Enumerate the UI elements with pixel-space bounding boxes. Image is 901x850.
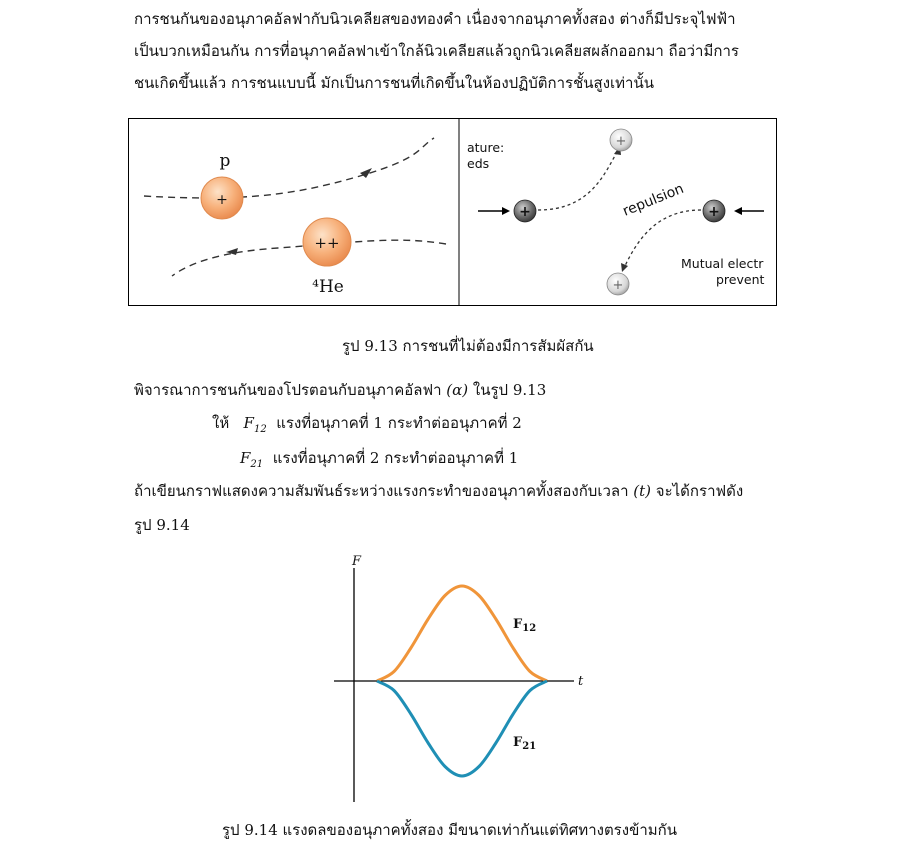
right-text-top-1: ature: (467, 140, 505, 155)
figure-9-13 (128, 118, 777, 306)
intro-line-3: ชนเกิดขึ้นแล้ว การชนแบบนี้ มักเป็นการชนที่เกิดขึ้นในห้องปฏิบัติการชั้นสูงเท่านั้น (134, 74, 654, 92)
right-text-bottom-1: Mutual electr (681, 256, 764, 271)
y-axis-label: F (352, 554, 362, 569)
deflect-down-arrowhead (621, 263, 628, 272)
graph-intro-text: ถ้าเขียนกราฟแสดงความสัมพันธ์ระหว่างแรงกระทำของอนุภาคทั้งสองกับเวลา (134, 482, 629, 500)
figure-ref-line: รูป 9.14 (134, 516, 190, 534)
particle-top-charge: + (615, 134, 627, 149)
series-label-f21: $F_{21}$ (513, 735, 537, 752)
figure-9-13-caption: รูป 9.13 การชนที่ไม่ต้องมีการสัมผัสกัน (342, 337, 594, 355)
in-figure-ref: ในรูป 9.13 (472, 381, 547, 399)
f21-sub: 21 (250, 459, 264, 470)
f21-line (240, 449, 518, 474)
f21-description: แรงที่อนุภาคที่ 2 กระทำต่ออนุภาคที่ 1 (272, 449, 519, 467)
f12-description: แรงที่อนุภาคที่ 1 กระทำต่ออนุภาคที่ 2 (276, 414, 522, 432)
consider-line (134, 381, 546, 399)
particle-bottom-charge: + (612, 278, 624, 293)
graph-intro-tail: จะได้กราฟดัง (655, 482, 744, 500)
proton-label: p (219, 151, 231, 171)
series-line-f21 (377, 681, 547, 776)
right-text-top-2: eds (467, 156, 490, 171)
helium-label: ⁴He (312, 277, 344, 297)
proton-charge: + (216, 192, 228, 208)
f12-sub: 12 (253, 424, 267, 435)
left-incoming-arrowhead (502, 207, 510, 215)
f21-main: F (240, 449, 251, 467)
particle-left-charge: + (519, 204, 531, 220)
particle-right-charge: + (708, 204, 720, 220)
alpha-symbol: (α) (446, 381, 469, 399)
right-text-bottom-2: prevent (716, 272, 765, 287)
intro-line-2: เป็นบวกเหมือนกัน การที่อนุภาคอัลฟาเข้าใกล้นิวเคลียสแล้วถูกนิวเคลียสผลักออกมา ถือว่ามีการ (134, 42, 739, 60)
time-symbol: (t) (633, 482, 652, 500)
proton-trajectory (144, 138, 434, 198)
x-axis-label: t (578, 674, 584, 689)
consider-text: พิจารณาการชนกันของโปรตอนกับอนุภาคอัลฟา (134, 381, 442, 399)
let-word: ให้ (212, 414, 230, 432)
f12-symbol (243, 414, 267, 435)
intro-line-1: การชนกันของอนุภาคอัลฟากับนิวเคลียสของทองคำ เนื่องจากอนุภาคทั้งสอง ต่างก็มีประจุไฟฟ้า (134, 10, 736, 28)
graph-intro-line (134, 482, 743, 500)
repulsion-label: repulsion (620, 180, 687, 220)
series-label-f12: $F_{12}$ (513, 617, 537, 634)
f12-main: F (243, 414, 254, 432)
right-incoming-arrowhead (734, 207, 742, 215)
helium-charge: ++ (314, 234, 340, 252)
deflect-up-path (538, 150, 618, 210)
figure-9-14-caption: รูป 9.14 แรงดลของอนุภาคทั้งสอง มีขนาดเท่ากันแต่ทิศทางตรงข้ามกัน (222, 821, 677, 839)
figure-9-14-chart (320, 548, 600, 808)
f21-symbol (240, 449, 264, 470)
let-f12-line (212, 414, 522, 439)
